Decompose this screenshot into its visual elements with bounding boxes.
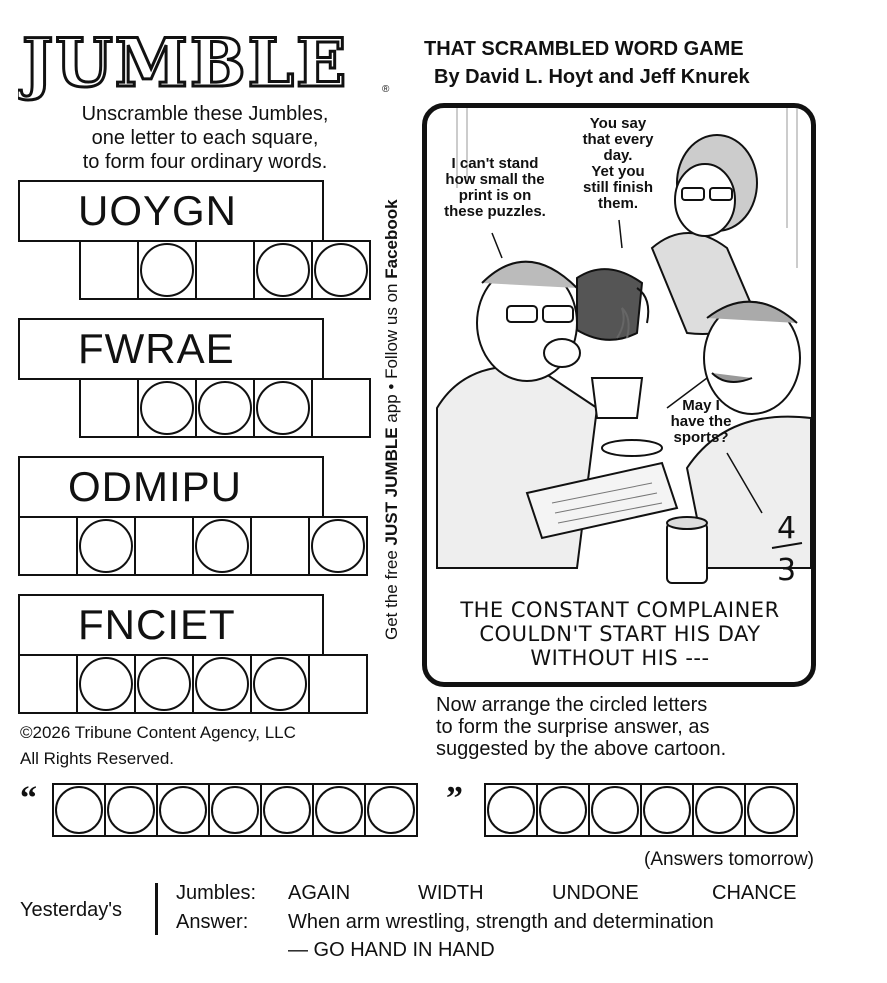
- sugar-jar: [667, 517, 707, 583]
- answer-circle[interactable]: [260, 783, 314, 837]
- speech-bubble-complainer: [430, 156, 560, 220]
- answer-square[interactable]: [250, 516, 310, 576]
- jumble-1-letters: UOYGN: [78, 187, 238, 234]
- arrange-instructions: [436, 694, 826, 760]
- answer-square[interactable]: [134, 516, 194, 576]
- yesterday-label: Yesterday's: [20, 899, 123, 921]
- registered-mark: ®: [382, 84, 390, 95]
- jumble-2-letters: FWRAE: [78, 325, 235, 372]
- answer-circle[interactable]: [76, 654, 136, 714]
- answer-circle[interactable]: [250, 654, 310, 714]
- jumble-4-scrambled: [18, 594, 324, 656]
- answer-square[interactable]: [195, 240, 255, 300]
- answer-square[interactable]: [18, 516, 78, 576]
- answer-square[interactable]: [79, 240, 139, 300]
- answer-square[interactable]: [308, 654, 368, 714]
- yesterday-answer-line: — GO HAND IN HAND: [288, 939, 495, 961]
- answer-circle[interactable]: [52, 783, 106, 837]
- instructions: [40, 102, 370, 174]
- copyright-line: ©2026 Tribune Content Agency, LLC: [20, 723, 296, 742]
- bubble-line: print is on: [458, 187, 532, 204]
- game-byline: By David L. Hoyt and Jeff Knurek: [434, 66, 750, 88]
- copyright-line: All Rights Reserved.: [20, 749, 175, 768]
- promo-prefix: Get the free: [382, 545, 401, 640]
- answer-circle[interactable]: [253, 378, 313, 438]
- answer-circle[interactable]: [137, 240, 197, 300]
- promo-social: Facebook: [382, 199, 401, 279]
- arrange-line: suggested by the above cartoon.: [436, 738, 727, 760]
- bubble-line: Yet you: [591, 163, 645, 180]
- bubble-line: May I: [682, 397, 720, 414]
- jumble-3-scrambled: [18, 456, 324, 518]
- answer-circle[interactable]: [192, 516, 252, 576]
- coffee-pot: [577, 269, 648, 340]
- caption-line: WITHOUT HIS ---: [530, 646, 710, 670]
- answer-circle[interactable]: [134, 654, 194, 714]
- jumble-1-answer-grid: [79, 240, 371, 300]
- answer-circle[interactable]: [640, 783, 694, 837]
- yesterday-jumbles-label: Jumbles:: [176, 882, 257, 904]
- answer-circle[interactable]: [76, 516, 136, 576]
- yesterday-jumble-word: AGAIN: [288, 882, 351, 904]
- game-title: THAT SCRAMBLED WORD GAME: [424, 38, 744, 60]
- answer-circle[interactable]: [308, 516, 368, 576]
- instruction-line: to form four ordinary words.: [82, 151, 328, 173]
- answer-square[interactable]: [311, 378, 371, 438]
- promo-middle: app • Follow us on: [382, 278, 401, 428]
- answer-circle[interactable]: [195, 378, 255, 438]
- answer-circle[interactable]: [484, 783, 538, 837]
- yesterday-jumble-word: CHANCE: [712, 882, 797, 904]
- jumble-1-scrambled: [18, 180, 324, 242]
- caption-line: THE CONSTANT COMPLAINER: [460, 598, 780, 622]
- yesterday-jumble-word: UNDONE: [552, 882, 639, 904]
- instruction-line: Unscramble these Jumbles,: [81, 103, 329, 125]
- close-quote: ”: [446, 780, 463, 817]
- app-promo: [382, 160, 402, 640]
- bubble-line: that every: [582, 131, 654, 148]
- answers-tomorrow: (Answers tomorrow): [644, 849, 814, 870]
- speech-bubble-sports: [656, 398, 746, 446]
- saucer: [602, 440, 662, 456]
- bubble-line: them.: [597, 195, 638, 212]
- answer-circle[interactable]: [588, 783, 642, 837]
- bubble-line: day.: [603, 147, 633, 164]
- yesterday-divider: [155, 883, 158, 935]
- logo-text: JUMBLE: [22, 24, 349, 102]
- signature-bottom: 3: [777, 553, 797, 588]
- jumble-4-answer-grid: [18, 654, 368, 714]
- answer-square[interactable]: [18, 654, 78, 714]
- answer-circle[interactable]: [104, 783, 158, 837]
- answer-circle[interactable]: [192, 654, 252, 714]
- bubble-line: how small the: [445, 171, 545, 188]
- bubble-line: I can't stand: [451, 155, 539, 172]
- answer-square[interactable]: [79, 378, 139, 438]
- jumble-3-answer-grid: [18, 516, 368, 576]
- arrange-line: Now arrange the circled letters: [436, 694, 708, 716]
- yesterday-jumble-word: WIDTH: [418, 882, 484, 904]
- answer-circle[interactable]: [536, 783, 590, 837]
- speech-bubble-waitress: [563, 116, 673, 212]
- answer-circle[interactable]: [253, 240, 313, 300]
- answer-word-2: [484, 783, 798, 837]
- instruction-line: one letter to each square,: [91, 127, 319, 149]
- jumble-logo: [18, 22, 398, 102]
- jumble-2-scrambled: [18, 318, 324, 380]
- bubble-line: You say: [589, 115, 647, 132]
- bubble-line: these puzzles.: [444, 203, 546, 220]
- open-quote: “: [20, 780, 37, 817]
- yesterday-answer-label: Answer:: [176, 911, 249, 933]
- answer-circle[interactable]: [744, 783, 798, 837]
- cartoon-caption: [440, 598, 800, 670]
- caption-line: COULDN'T START HIS DAY: [479, 622, 761, 646]
- signature-top: 4: [777, 511, 797, 546]
- answer-circle[interactable]: [137, 378, 197, 438]
- answer-circle[interactable]: [692, 783, 746, 837]
- jumble-3-letters: ODMIPU: [68, 463, 242, 510]
- bubble-line: sports?: [673, 429, 729, 446]
- answer-circle[interactable]: [364, 783, 418, 837]
- yesterday-answer-line: When arm wrestling, strength and determination: [288, 911, 714, 933]
- answer-circle[interactable]: [312, 783, 366, 837]
- promo-app-name: JUST JUMBLE: [382, 427, 401, 546]
- bubble-line: still finish: [582, 179, 653, 196]
- answer-circle[interactable]: [311, 240, 371, 300]
- bubble-line: have the: [670, 413, 732, 430]
- answer-word-1: [52, 783, 418, 837]
- arrange-line: to form the surprise answer, as: [436, 716, 710, 738]
- copyright-notice: [20, 720, 296, 772]
- answer-circle[interactable]: [156, 783, 210, 837]
- answer-circle[interactable]: [208, 783, 262, 837]
- jumble-4-letters: FNCIET: [78, 601, 236, 648]
- jumble-2-answer-grid: [79, 378, 371, 438]
